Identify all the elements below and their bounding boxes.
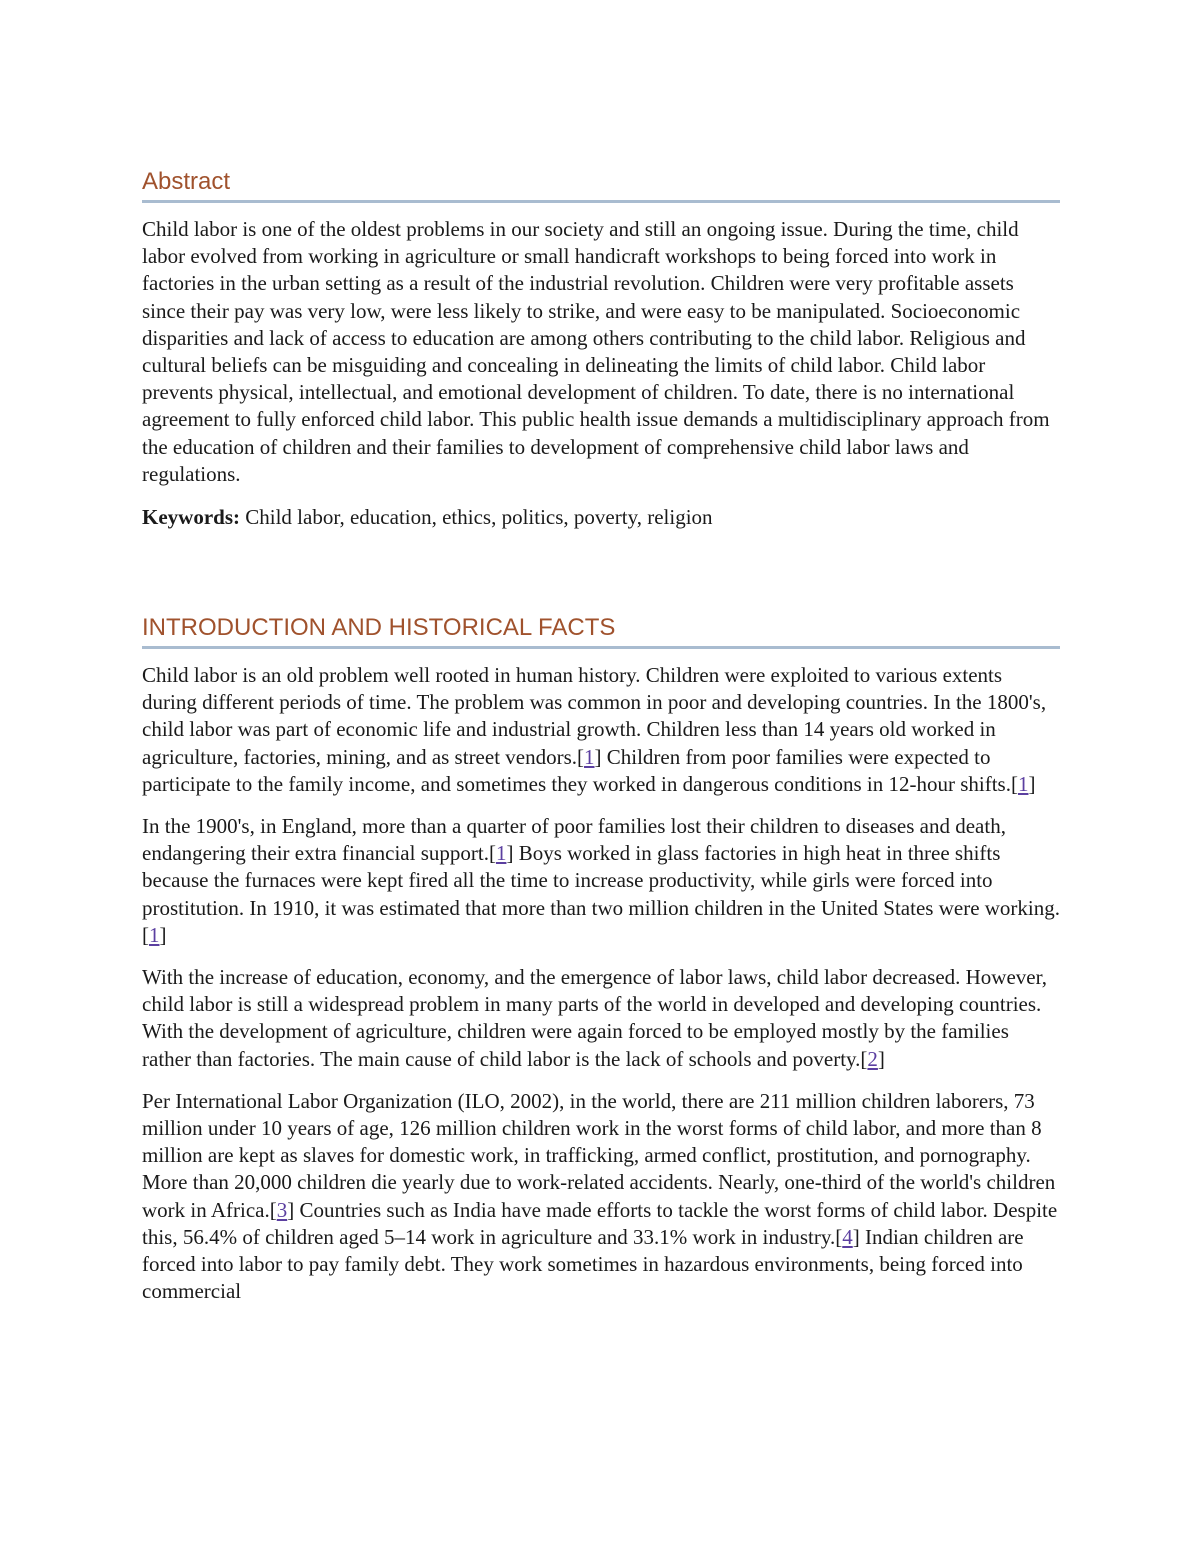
- paragraph-text: In the 1900's, in England, more than a quarter of poor families lost their children to diseases and death, endangering their extra financial support.[: [142, 814, 1006, 866]
- intro-paragraph-1: [142, 662, 1060, 798]
- citation-link[interactable]: 1: [584, 744, 595, 769]
- paragraph-text: ] Indian children are forced into labor to pay family debt. They work sometimes in hazardous environments, being forced into commercial: [142, 1224, 1024, 1304]
- abstract-paragraph: Child labor is one of the oldest problems in our society and still an ongoing issue. During the time, child labor evolved from working in agriculture or small handicraft workshops to being forced into work in factories in the urban setting as a result of the industrial revolution. Children were very profitable assets since their pay was very low, were less likely to strike, and were easy to be manipulated. Socioeconomic disparities and lack of access to education are among others contributing to the child labor. Religious and cultural beliefs can be misguiding and concealing in delineating the limits of child labor. Child labor prevents physical, intellectual, and emotional development of children. To date, there is no international agreement to fully enforced child labor. This public health issue demands a multidisciplinary approach from the education of children and their families to development of comprehensive child labor laws and regulations.: [142, 217, 1050, 486]
- keywords-line: [142, 504, 1060, 531]
- citation-link[interactable]: 4: [842, 1224, 853, 1249]
- intro-paragraph-2: [142, 813, 1060, 949]
- paragraph-text: ] Countries such as India have made efforts to tackle the worst forms of child labor. Despite this, 56.4% of children aged 5–14 work in agriculture and 33.1% work in industry.[: [142, 1197, 1058, 1249]
- keywords-label: Keywords:: [142, 505, 240, 529]
- paragraph-text: With the increase of education, economy, and the emergence of labor laws, child labor decreased. However, child labor is still a widespread problem in many parts of the world in developed and developing countries. With the development of agriculture, children were again forced to be employed mostly by the families rather than factories. The main cause of child labor is the lack of schools and poverty.[: [142, 965, 1048, 1071]
- paragraph-text: ]: [159, 922, 167, 947]
- paragraph-text: ]: [1028, 771, 1036, 796]
- intro-paragraph-3: [142, 964, 1060, 1073]
- paragraph-text: Child labor is an old problem well rooted in human history. Children were exploited to various extents during different periods of time. The problem was common in poor and developing countries. In the 1800's, child labor was part of economic life and industrial growth. Children less than 14 years old worked in agriculture, factories, mining, and as street vendors.[: [142, 663, 1047, 769]
- citation-link[interactable]: 3: [276, 1197, 288, 1222]
- citation-link[interactable]: 2: [867, 1046, 878, 1071]
- citation-link[interactable]: 1: [495, 841, 507, 866]
- paragraph-text: ] Boys worked in glass factories in high heat in three shifts because the furnaces were kept fired all the time to increase productivity, while girls were forced into prostitution. In 1910, it was estimated that more than two million children in the United States were working.[: [142, 841, 1061, 947]
- paragraph-text: Per International Labor Organization (ILO, 2002), in the world, there are 211 million children laborers, 73 million under 10 years of age, 126 million children work in the worst forms of child labor, and more than 8 million are kept as slaves for domestic work, in trafficking, armed conflict, prostitution, and pornography. More than 20,000 children die yearly due to work-related accidents. Nearly, one-third of the world's children work in Africa.[: [142, 1088, 1056, 1222]
- citation-link[interactable]: 1: [149, 922, 160, 947]
- abstract-heading: Abstract: [142, 167, 1060, 203]
- keywords-list: Child labor, education, ethics, politics, poverty, religion: [245, 505, 713, 529]
- paragraph-text: ]: [877, 1046, 885, 1071]
- introduction-heading: INTRODUCTION AND HISTORICAL FACTS: [142, 613, 1060, 649]
- paragraph-text: ] Children from poor families were expected to participate to the family income, and sometimes they worked in dangerous conditions in 12-hour shifts.[: [142, 744, 1018, 796]
- citation-link[interactable]: 1: [1017, 771, 1029, 796]
- introduction-body: [142, 662, 1060, 1320]
- intro-paragraph-4: [142, 1088, 1060, 1306]
